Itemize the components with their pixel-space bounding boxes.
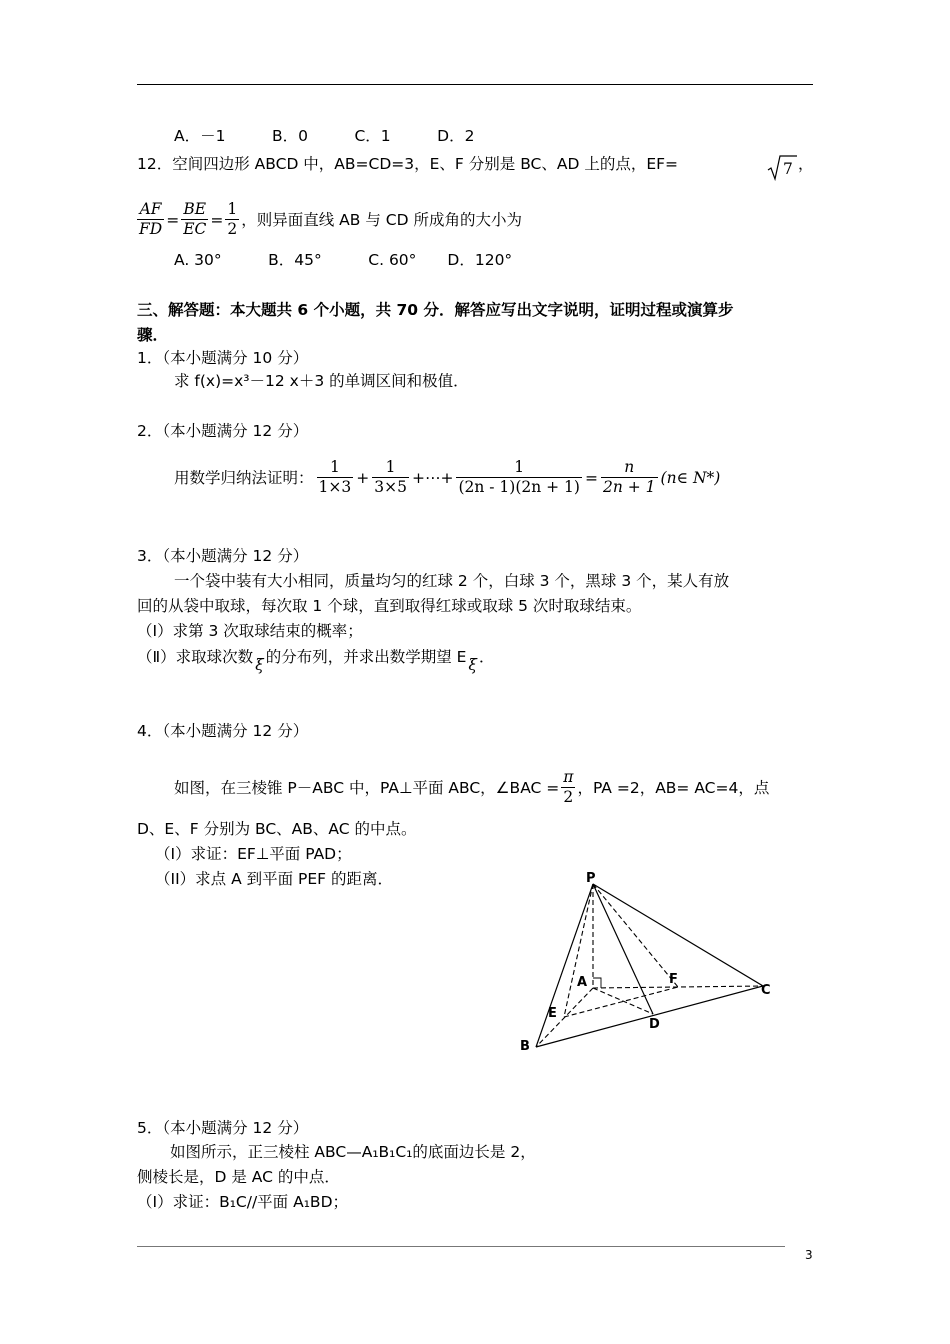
problem2-formula	[174, 458, 720, 498]
q12-fraction-line	[137, 200, 522, 240]
edge-pc	[593, 884, 763, 986]
label-a: A	[577, 975, 588, 990]
problem5-part1: （Ⅰ）求证：B₁C//平面 A₁BD；	[137, 1193, 348, 1211]
problem3-header: 3．（本小题满分 12 分）	[137, 547, 309, 565]
edge-ad-hidden	[593, 988, 653, 1014]
problem4-line1	[174, 768, 769, 808]
plus-sign: +	[356, 468, 370, 487]
sqrt-radicand: 7	[783, 160, 793, 178]
q12-options: A. 30° B．45° C. 60° D．120°	[174, 251, 513, 269]
problem3-part1: （Ⅰ）求第 3 次取球结束的概率；	[137, 622, 363, 640]
sqrt-sign-icon	[766, 152, 798, 182]
part2-text-c: ．	[478, 648, 495, 666]
fraction-pi-half	[561, 768, 575, 808]
right-angle-mark	[593, 978, 601, 988]
edge-ac-hidden	[593, 986, 763, 988]
problem4-header: 4．（本小题满分 12 分）	[137, 722, 309, 740]
fraction-denominator: 3×5	[374, 478, 407, 497]
term-two	[372, 458, 409, 498]
term-one	[317, 458, 354, 498]
problem4-part2: （II）求点 A 到平面 PEF 的距离．	[155, 870, 394, 888]
edge-pb	[536, 884, 593, 1047]
header-rule	[137, 84, 813, 85]
q12-comma: ，	[798, 155, 814, 173]
problem4-part1: （I）求证：EF⊥平面 PAD；	[155, 845, 352, 863]
ellipsis-plus: +⋯+	[411, 468, 454, 487]
part2-text-b: 的分布列，并求出数学期望 E	[265, 648, 467, 666]
fraction-numerator: BE	[181, 200, 208, 220]
edge-pf-hidden	[593, 884, 678, 987]
edge-ab-hidden	[536, 988, 593, 1047]
problem1-body: 求 f(x)=x³－12 x＋3 的单调区间和极值．	[174, 372, 469, 390]
fraction-denominator: 2	[227, 220, 238, 239]
label-e: E	[548, 1006, 557, 1021]
fraction-one-half	[225, 200, 239, 240]
fraction-denominator: (2n - 1)(2n + 1)	[458, 478, 580, 497]
problem3-part2	[137, 648, 495, 674]
fraction-denominator: FD	[139, 220, 163, 239]
xi-symbol: ξ	[255, 656, 264, 674]
equals-sign: =	[210, 210, 224, 229]
problem5-header: 5．（本小题满分 12 分）	[137, 1119, 309, 1137]
domain-condition: (n∈ N*)	[660, 468, 721, 487]
fraction-be-ec	[181, 200, 208, 240]
problem2-header: 2．（本小题满分 12 分）	[137, 422, 309, 440]
equals-sign: =	[584, 468, 598, 487]
problem2-lead: 用数学归纳法证明：	[174, 468, 314, 487]
equals-sign: =	[166, 210, 180, 229]
label-d: D	[649, 1017, 660, 1032]
fraction-numerator: 1	[225, 200, 239, 220]
problem3-line2: 回的从袋中取球，每次取 1 个球，直到取得红球或取球 5 次时取球结束。	[137, 597, 642, 615]
section-heading-cont: 骤．	[137, 326, 169, 344]
fraction-denominator: 1×3	[318, 478, 352, 497]
q12-question: ，则异面直线 AB 与 CD 所成角的大小为	[241, 210, 522, 229]
footer-rule	[137, 1246, 785, 1247]
q12-stem: 12．空间四边形 ABCD 中，AB=CD=3，E、F 分别是 BC、AD 上的点，EF=	[137, 155, 679, 173]
page-number: 3	[805, 1248, 813, 1262]
sqrt-seven	[766, 152, 798, 186]
edge-ef-hidden	[564, 987, 678, 1017]
problem1-header: 1．（本小题满分 10 分）	[137, 349, 309, 367]
fraction-numerator: n	[601, 458, 658, 478]
fraction-numerator: 1	[456, 458, 582, 478]
fraction-numerator: 1	[317, 458, 354, 478]
fraction-denominator: 2	[563, 788, 574, 807]
problem5-line2: 侧棱长是，D 是 AC 的中点．	[137, 1168, 340, 1186]
part2-text-a: （Ⅱ）求取球次数	[137, 648, 254, 666]
fraction-denominator: EC	[183, 220, 207, 239]
label-b: B	[520, 1039, 530, 1054]
xi-symbol: ξ	[468, 656, 477, 674]
fraction-numerator: π	[561, 768, 575, 788]
problem4-line2: D、E、F 分别为 BC、AB、AC 的中点。	[137, 820, 417, 838]
label-p: P	[586, 871, 596, 886]
q11-options: A．－1 B．0 C．1 D．2	[174, 127, 475, 145]
edge-pd	[593, 884, 653, 1014]
fraction-numerator: 1	[372, 458, 409, 478]
fraction-denominator: 2n + 1	[602, 478, 656, 497]
fraction-numerator: AF	[137, 200, 164, 220]
label-f: F	[669, 972, 678, 987]
problem4-text-b: ，PA =2，AB= AC=4，点	[577, 778, 770, 797]
result-fraction	[601, 458, 658, 498]
label-c: C	[761, 983, 771, 998]
fraction-af-fd	[137, 200, 164, 240]
term-general	[456, 458, 582, 498]
problem5-line1: 如图所示，正三棱柱 ABC—A₁B₁C₁的底面边长是 2，	[170, 1143, 536, 1161]
problem4-text-a: 如图，在三棱锥 P－ABC 中，PA⊥平面 ABC，∠BAC =	[174, 778, 560, 797]
problem3-line1: 一个袋中装有大小相同，质量均匀的红球 2 个，白球 3 个，黑球 3 个，某人有放	[174, 572, 730, 590]
pyramid-figure	[500, 860, 800, 1060]
section-heading: 三、解答题：本大题共 6 个小题，共 70 分．解答应写出文字说明，证明过程或演算步	[137, 301, 734, 319]
edge-pe-hidden	[564, 884, 593, 1017]
